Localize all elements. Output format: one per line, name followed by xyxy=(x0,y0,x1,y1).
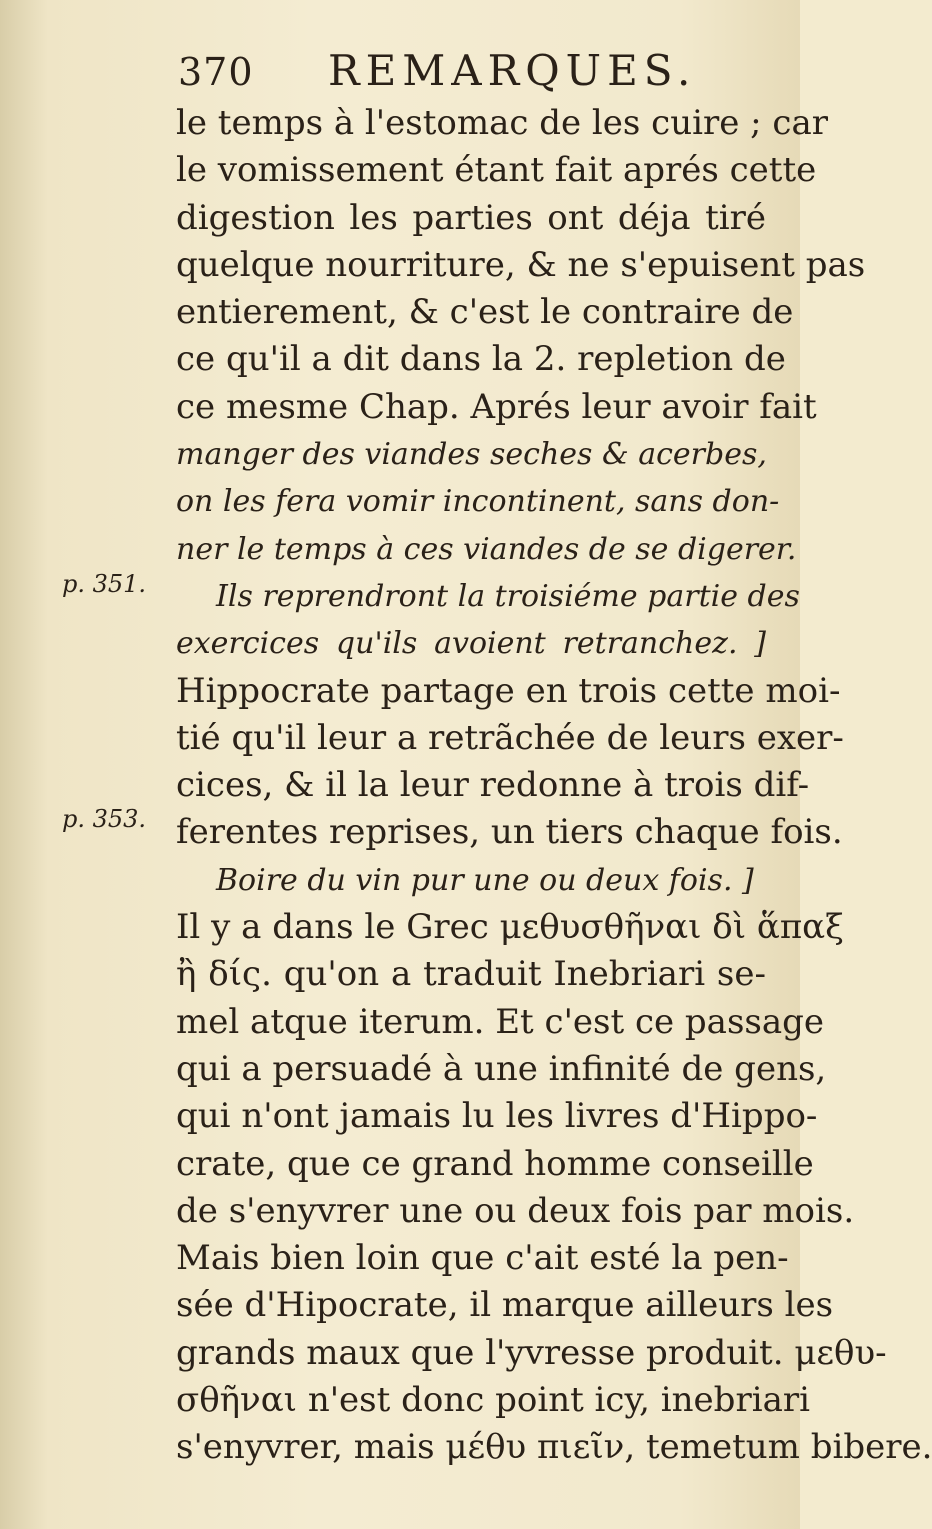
text-line: de s'enyvrer une ou deux fois par mois. xyxy=(176,1190,855,1231)
text-line: cices, & il la leur redonne à trois dif- xyxy=(176,765,810,806)
text-line: sée d'Hipocrate, il marque ailleurs les xyxy=(176,1285,834,1326)
text-line: grands maux que l'yvresse produit. μεθυ- xyxy=(176,1332,887,1373)
text-line: ἢ δίς. qu'on a traduit Inebriari se- xyxy=(176,954,766,995)
text-line: ce qu'il a dit dans la 2. repletion de xyxy=(176,339,786,380)
text-line: exercices qu'ils avoient retranchez. ] xyxy=(176,626,766,662)
text-line: entierement, & c'est le contraire de xyxy=(176,292,794,333)
text-line: Hippocrate partage en trois cette moi- xyxy=(176,670,841,711)
text-line: qui a persuadé à une infinité de gens, xyxy=(176,1048,827,1089)
text-line: Boire du vin pur une ou deux fois. ] xyxy=(216,862,754,898)
text-line: le temps à l'estomac de les cuire ; car xyxy=(176,103,828,143)
body-text xyxy=(176,100,932,1472)
text-line: ferentes reprises, un tiers chaque fois. xyxy=(176,812,843,853)
text-line: Il y a dans le Grec μεθυσθῆναι δὶ ἅπαξ xyxy=(176,907,844,948)
margin-note-p351: p. 351. xyxy=(62,570,147,598)
text-line: qui n'ont jamais lu les livres d'Hippo- xyxy=(176,1096,818,1137)
text-line: tié qu'il leur a retrãchée de leurs exer- xyxy=(176,717,844,758)
text-line: mel atque iterum. Et c'est ce passage xyxy=(176,1001,825,1042)
text-line: crate, que ce grand homme conseille xyxy=(176,1143,814,1184)
text-line: σθῆναι n'est donc point icy, inebriari xyxy=(176,1380,810,1421)
text-line: digestion les parties ont déja tiré xyxy=(176,197,766,238)
text-line: quelque nourriture, & ne s'epuisent pas xyxy=(176,244,866,285)
margin-note-p353: p. 353. xyxy=(62,805,147,833)
text-line: le vomissement étant fait aprés cette xyxy=(176,150,817,191)
text-line: ce mesme Chap. Aprés leur avoir fait xyxy=(176,386,817,427)
page-header xyxy=(178,44,768,104)
page-number: 370 xyxy=(178,50,254,94)
text-line: manger des viandes seches & acerbes, xyxy=(176,437,767,473)
text-line: on les fera vomir incontinent, sans don- xyxy=(176,484,780,520)
text-line: ner le temps à ces viandes de se digerer. xyxy=(176,531,797,567)
text-line: Ils reprendront la troisiéme partie des xyxy=(216,578,800,614)
text-line: s'enyvrer, mais μέθυ πιεῖν, temetum bibere. xyxy=(176,1427,932,1468)
running-head: REMARQUES. xyxy=(328,46,697,95)
text-line: Mais bien loin que c'ait esté la pen- xyxy=(176,1238,789,1279)
